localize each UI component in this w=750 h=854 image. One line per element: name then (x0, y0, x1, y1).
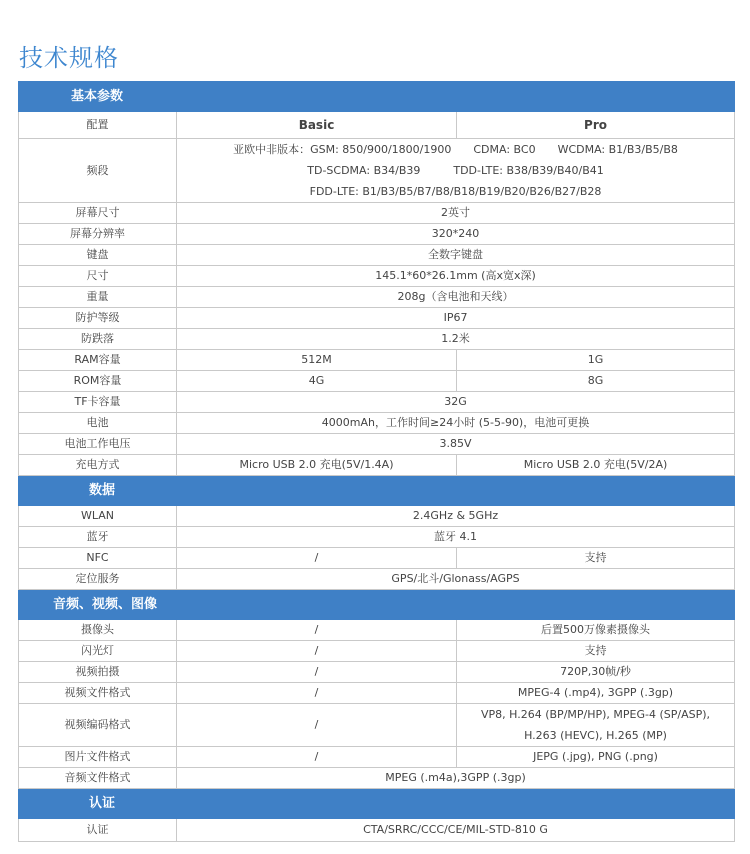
basic-value: 4G (177, 371, 457, 392)
row-label: 电池 (19, 413, 177, 434)
table-row (19, 350, 735, 371)
basic-value: / (177, 641, 457, 662)
table-row (19, 704, 735, 747)
table-row (19, 620, 735, 641)
pro-value: JEPG (.jpg), PNG (.png) (457, 747, 735, 768)
pro-value: 720P,30帧/秒 (457, 662, 735, 683)
row-value: 2.4GHz & 5GHz (177, 506, 735, 527)
basic-value: / (177, 704, 457, 747)
band-value (177, 139, 735, 203)
row-label: 尺寸 (19, 266, 177, 287)
row-label: 充电方式 (19, 455, 177, 476)
row-label: TF卡容量 (19, 392, 177, 413)
pro-value: MPEG-4 (.mp4), 3GPP (.3gp) (457, 683, 735, 704)
page-title: 技术规格 (19, 44, 119, 73)
row-label: 防护等级 (19, 308, 177, 329)
row-value: 4000mAh，工作时间≥24小时 (5-5-90)，电池可更换 (177, 413, 735, 434)
pro-value (457, 704, 735, 747)
row-label: ROM容量 (19, 371, 177, 392)
row-label: 电池工作电压 (19, 434, 177, 455)
row-value: 145.1*60*26.1mm (高x宽x深) (177, 266, 735, 287)
row-label: 频段 (19, 139, 177, 203)
basic-value: 512M (177, 350, 457, 371)
pro-value: 支持 (457, 641, 735, 662)
row-value: 3.85V (177, 434, 735, 455)
section-title: 认证 (89, 796, 116, 811)
row-value: 320*240 (177, 224, 735, 245)
column-header-pro: Pro (457, 112, 735, 139)
table-row (19, 569, 735, 590)
band-line: 亚欧中非版本：GSM: 850/900/1800/1900 CDMA: BC0 WCDMA: B1/B3/B5/B8 (233, 143, 678, 156)
table-row (19, 112, 735, 139)
row-label: NFC (19, 548, 177, 569)
row-label: 摄像头 (19, 620, 177, 641)
basic-value: / (177, 747, 457, 768)
table-row (19, 768, 735, 789)
basic-value: / (177, 548, 457, 569)
row-label: 视频拍摄 (19, 662, 177, 683)
table-row (19, 506, 735, 527)
table-row (19, 662, 735, 683)
table-row (19, 434, 735, 455)
row-label: 屏幕分辨率 (19, 224, 177, 245)
table-row (19, 371, 735, 392)
table-row (19, 329, 735, 350)
row-label: 视频编码格式 (19, 704, 177, 747)
table-row (19, 139, 735, 203)
row-label: 定位服务 (19, 569, 177, 590)
table-row (19, 245, 735, 266)
table-row (19, 747, 735, 768)
row-label: 图片文件格式 (19, 747, 177, 768)
section-header-basic (19, 82, 735, 112)
basic-value: Micro USB 2.0 充电(5V/1.4A) (177, 455, 457, 476)
table-row (19, 224, 735, 245)
pro-value: 后置500万像素摄像头 (457, 620, 735, 641)
table-row (19, 287, 735, 308)
row-value: IP67 (177, 308, 735, 329)
spec-table (18, 81, 735, 842)
table-row (19, 308, 735, 329)
row-value: 1.2米 (177, 329, 735, 350)
pro-value: 8G (457, 371, 735, 392)
row-label: 视频文件格式 (19, 683, 177, 704)
row-label: WLAN (19, 506, 177, 527)
table-row (19, 266, 735, 287)
row-value: CTA/SRRC/CCC/CE/MIL-STD-810 G (177, 819, 735, 842)
table-row (19, 455, 735, 476)
pro-value: 1G (457, 350, 735, 371)
section-title: 基本参数 (71, 89, 124, 104)
column-header-basic: Basic (177, 112, 457, 139)
basic-value: / (177, 662, 457, 683)
row-value: 全数字键盘 (177, 245, 735, 266)
table-row (19, 641, 735, 662)
band-line: TD-SCDMA: B34/B39 TDD-LTE: B38/B39/B40/B41 (307, 164, 604, 177)
row-label: 键盘 (19, 245, 177, 266)
row-label: 闪光灯 (19, 641, 177, 662)
codec-line: H.263 (HEVC), H.265 (MP) (524, 729, 667, 742)
row-value: GPS/北斗/Glonass/AGPS (177, 569, 735, 590)
row-label: RAM容量 (19, 350, 177, 371)
table-row (19, 819, 735, 842)
table-row (19, 392, 735, 413)
table-row (19, 413, 735, 434)
band-line: FDD-LTE: B1/B3/B5/B7/B8/B18/B19/B20/B26/B27/B28 (309, 185, 602, 198)
pro-value: Micro USB 2.0 充电(5V/2A) (457, 455, 735, 476)
basic-value: / (177, 620, 457, 641)
table-row (19, 548, 735, 569)
row-value: 32G (177, 392, 735, 413)
table-row (19, 683, 735, 704)
row-value: MPEG (.m4a),3GPP (.3gp) (177, 768, 735, 789)
row-value: 208g（含电池和天线） (177, 287, 735, 308)
basic-value: / (177, 683, 457, 704)
row-label: 重量 (19, 287, 177, 308)
section-header-cert (19, 789, 735, 819)
codec-line: VP8, H.264 (BP/MP/HP), MPEG-4 (SP/ASP), (481, 708, 711, 721)
table-row (19, 203, 735, 224)
section-title: 音频、视频、图像 (53, 597, 158, 612)
row-label: 音频文件格式 (19, 768, 177, 789)
row-value: 蓝牙 4.1 (177, 527, 735, 548)
section-header-data (19, 476, 735, 506)
row-label: 配置 (19, 112, 177, 139)
table-row (19, 527, 735, 548)
row-label: 蓝牙 (19, 527, 177, 548)
row-value: 2英寸 (177, 203, 735, 224)
row-label: 防跌落 (19, 329, 177, 350)
section-header-media (19, 590, 735, 620)
section-title: 数据 (89, 483, 116, 498)
pro-value: 支持 (457, 548, 735, 569)
row-label: 屏幕尺寸 (19, 203, 177, 224)
row-label: 认证 (19, 819, 177, 842)
